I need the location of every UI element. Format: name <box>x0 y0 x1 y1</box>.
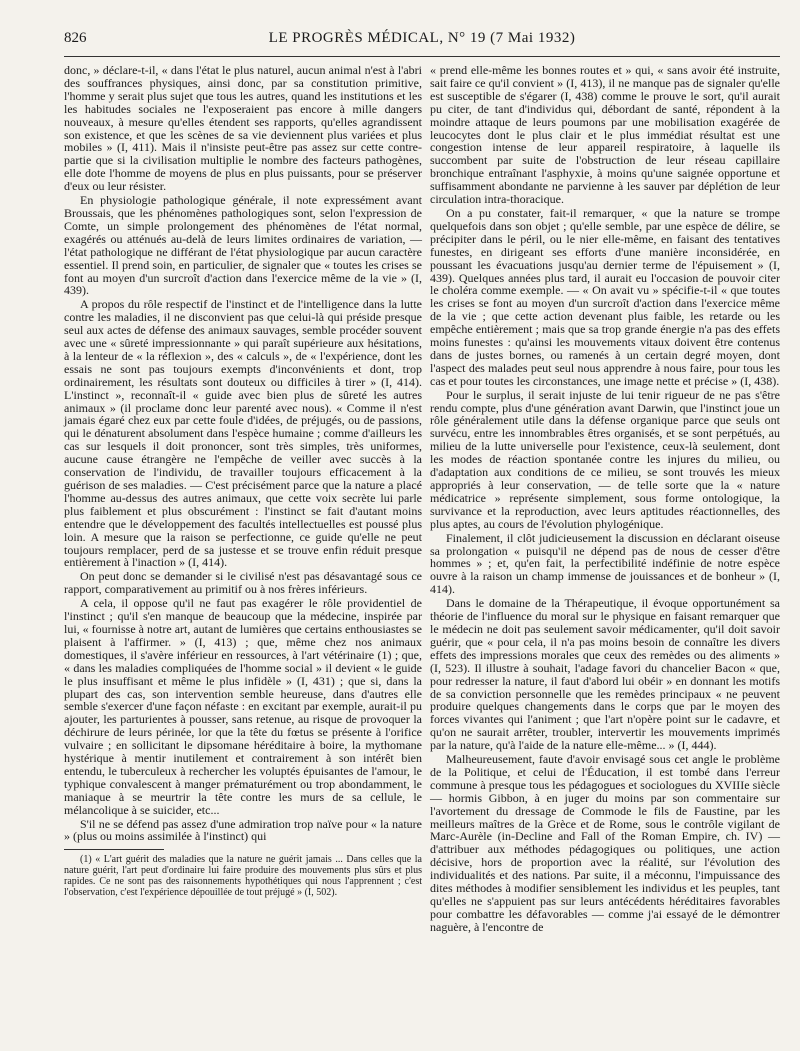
paragraph: Pour le surplus, il serait injuste de lui tenir rigueur de ne pas s'être rendu compte, plus d'une génération avant Darwin, que l'instinct joue un rôle généralement utile dans la défense organique parce que seuls ont survécu, entre les innombrables êtres organisés, et se sont perpétués, au milieu de la lutte universelle pour l'existence, ceux-là seulement, dont les modes de réaction spontanée contre les injures du milieu, ou d'adaptation aux conditions de ce milieu, se sont trouvés les mieux appropriés à leur conservation, — de telle sorte que la « nature médicatrice » représente simplement, sous forme ontologique, la survivance et la reproduction, avec leurs aptitudes réactionnelles, des plus aptes, au cours de l'évolution phylogénique. <box>430 387 780 531</box>
right-column <box>430 64 780 1024</box>
page-header <box>64 30 780 52</box>
paragraph: donc, » déclare-t-il, « dans l'état le plus naturel, aucun animal n'est à l'abri des souffrances physiques, ainsi donc, par sa constitution primitive, l'homme y serait plus sujet que tous les autres, quand les institutions et les les habitudes sociales ne l'exposeraient pas encore à mille dangers nouveaux, à mesure qu'elles étendent ses rapports, qu'elles agrandissent son existence, et que les scènes de sa vie deviennent plus variées et plus mobiles » (I, 411). Mais il n'insiste peut-être pas assez sur cette contre-partie que si la civilisation multiplie le nombre des facteurs pathogènes, elle dote l'homme de moyens de plus en plus puissants, pour se préserver d'eux ou leur résister. <box>64 63 422 194</box>
paragraph: A cela, il oppose qu'il ne faut pas exagérer le rôle providentiel de l'instinct ; qu'il s'en manque de beaucoup que la médecine, inspirée par lui, « fournisse à notre art, autant de lumières que certains enthousiastes se plaisent à l'affirmer. » (I, 413) ; que, même chez nos animaux domestiques, il s'avère inférieur en ressources, à l'art vétérinaire (1) ; que, « dans les maladies compliquées de l'homme social » il devient « le guide le plus insuffisant et même le plus infidèle » (I, 431) ; que si, dans la plupart des cas, son intervention semble heureuse, dans d'autres elle semble s'exercer d'une façon néfaste : en excitant par exemple, aurait-il pu ajouter, les parturientes à pousser, sans retenue, au risque de provoquer la déchirure de leurs périnée, lor que la tête du fœtus se présente à l'orifice vulvaire ; en sollicitant le dipsomane héréditaire à boire, la mythomane hystérique à mentir inutilement et contrairement à son intérêt bien entendu, le tuberculeux à rechercher les voluptés épuisantes de l'amour, le typhique convalescent à manger prématurément ou trop abondamment, le maniaque à se meurtrir la tête contre les murs de sa cellule, le mélancolique à se suicider, etc... <box>64 596 422 817</box>
paragraph: S'il ne se défend pas assez d'une admiration trop naïve pour « la nature » (plus ou moins assimilée à l'instinct) qui <box>64 816 422 844</box>
paragraph: « prend elle-même les bonnes routes et » qui, « sans avoir été instruite, sait faire ce qu'il convient » (I, 413), il ne manque pas de signaler qu'elle est susceptible de s'égarer (I, 438) comme le prouve le sort, qu'il aurait pu citer, de tant d'individus qui, débordant de santé, répondent à la moindre attaque de leurs poumons par une mobilisation exagérée de leucocytes dont le plus clair et le plus immédiat résultat est une congestion intense de leur appareil respiratoire, à laquelle ils succombent par suite de l'obstruction de leur réseau capillaire bronchique entraînant l'asphyxie, à moins qu'une saignée opportune et suffisamment abondante ne parvienne à les sauver par déplétion de leur circulation intra-thoracique. <box>430 63 780 207</box>
paragraph: Malheureusement, faute d'avoir envisagé sous cet angle le problème de la Politique, et celui de l'Éducation, il est tombé dans l'erreur commune à presque tous les pédagogues et sociologues du XVIIIe siècle — hormis Gibbon, à en juger du moins par son commentaire sur l'avortement du dressage de Commode le fils de Faustine, par les meilleurs maîtres de la Grèce et de Rome, sous le contrôle vigilant de Marc-Aurèle (in-Decline and Fall of the Roman Empire, ch. IV) — d'attribuer aux méthodes pédagogiques ou politiques, une action décisive, hors de proportion avec la réalité, sur l'évolution des individualités et des nations. Par suite, il a méconnu, l'impuissance des dites méthodes à modifier sensiblement les individus et les peuples, tant qu'elles ne s'appuient pas sur leurs antécédents héréditaires favorables pour combattre les défavorables — comme j'ai essayé de le démontrer naguère, à l'encontre de <box>430 752 780 934</box>
paragraph: A propos du rôle respectif de l'instinct et de l'intelligence dans la lutte contre les maladies, il ne disconvient pas que celui-là qui préside presque seul aux actes de défense des animaux sauvages, semble procéder souvent avec une « sûreté impressionnante » qui paraît supérieure aux hésitations, à la lenteur de « la réflexion », des « calculs », de « l'expérience, dont les essais ne sont pas toujours exempts d'inconvénients et dont, trop ordinairement, les résultats sont douteux ou difficiles à tirer » (I, 414). L'instinct », reconnaît-il « guide avec bien plus de sûreté les autres animaux » (il proclame donc leur parenté avec nous). « Comme il n'est jamais égaré chez eux par cette foule d'idées, de préjugés, ou de passions, qui le dénaturent absolument dans l'espèce humaine ; comme d'ailleurs les cas sur lesquels il doit prononcer, sont très simples, très uniformes, aucune cause étrangère ne l'empêche de veiller avec succès à la conservation de l'individu, de travailler toujours efficacement à la guérison de ses maladies. — C'est précisément parce que la nature a placé l'homme au-dessus des autres animaux, que cette voix secrète lui parle plus faiblement et plus obscurément : l'instinct se fait d'autant moins entendre que le développement des facultés intellectuelles est poussé plus loin. A mesure que la raison se perfectionne, ce guide qu'elle ne peut toujours remplacer, perd de sa justesse et se trouve enfin réduit presque entièrement à l'inaction » (I, 414). <box>64 297 422 570</box>
paragraph: On a pu constater, fait-il remarquer, « que la nature se trompe quelquefois dans son objet ; qu'elle semble, par une espèce de délire, se précipiter dans le péril, ou le nier elle-même, en faisant des tentatives funestes, en dirigeant ses efforts d'une manière inconsidérée, en poussant les évacuations jusqu'au dernier terme de l'épuisement » (I, 439). Quelques années plus tard, il aurait eu l'occasion de pouvoir citer le choléra comme exemple. — « On avait vu » spécifie-t-il « que toutes les crises se font au moyen d'un surcroît d'action dans l'exercice même de la vie ; que cette action devenant plus faible, les retarde ou les empêche entièrement ; mais que sa trop grande énergie n'a pas des effets moins funestes : qu'ainsi les mouvements vitaux doivent être contenus dans de justes bornes, ou ramenés à un certain degré moyen, dont l'aspect des malades peut seul nous apprendre à nous faire, pour tous les cas et pour toutes les circonstances, une image nette et précise » (I, 438). <box>430 205 780 388</box>
header-rule <box>64 56 780 57</box>
paragraph: Finalement, il clôt judicieusement la discussion en déclarant oiseuse sa prolongation « puisqu'il ne dépend pas de nous de cesser d'être hommes » ; et, qu'en fait, la perfectibilité indéfinie de notre espèce ouvre à la raison un champ immense de jouissances et de bonheur » (I, 414). <box>430 530 780 597</box>
footnote: (1) « L'art guérit des maladies que la nature ne guérit jamais ... Dans celles que la nature guérit, l'art peut d'ordinaire lui faire produire des mouvements plus sûrs et plus rapides. Ce ne sont pas des raisonnements hypothétiques qui nous l'apprennent ; c'est l'observation, c'est l'expérience dépouillée de tout préjugé » (I, 502). <box>64 854 422 899</box>
left-column <box>64 64 422 1036</box>
footnote-rule <box>64 849 164 850</box>
journal-title: LE PROGRÈS MÉDICAL, N° 19 (7 Mai 1932) <box>268 30 576 46</box>
paragraph: En physiologie pathologique générale, il note expressément avant Broussais, que les phénomènes pathologiques sont, selon l'expression de Comte, un simple prolongement des phénomènes de l'état normal, exagérés ou atténués au-delà de leurs limites ordinaires de variation, — l'état pathologique ne différant de l'état physiologique par aucun caractère essentiel. Il prend soin, en particulier, de signaler que « toutes les crises se font au moyen d'un surcroît d'action dans l'exercice même de la vie » (I, 439). <box>64 193 422 298</box>
paragraph: On peut donc se demander si le civilisé n'est pas désavantagé sous ce rapport, comparativement au primitif ou à nos frères inférieurs. <box>64 569 422 597</box>
paragraph: Dans le domaine de la Thérapeutique, il évoque opportunément sa théorie de l'influence du moral sur le physique en faisant remarquer que le médecin ne doit pas seulement savoir médicamenter, qu'il doit savoir guérir, que « pour cela, il n'a pas moins besoin de connaître les divers effets des impressions morales que ceux des remèdes ou des aliments » (I, 523). Il illustre à souhait, l'adage favori du chancelier Bacon « que, pour redresser la nature, il faut d'abord lui obéir » en donnant les motifs de sa conviction personnelle que les remèdes principaux « ne peuvent produire quelques changements dans le corps que par le moyen des forces vivantes qui l'animent ; que l'art n'opère point sur le cadavre, et qu'on ne saurait arrêter, troubler, intervertir les mouvements imprimés par la nature, qu'à l'aide de la nature elle-même... » (I, 444). <box>430 596 780 753</box>
page-number: 826 <box>64 30 87 46</box>
